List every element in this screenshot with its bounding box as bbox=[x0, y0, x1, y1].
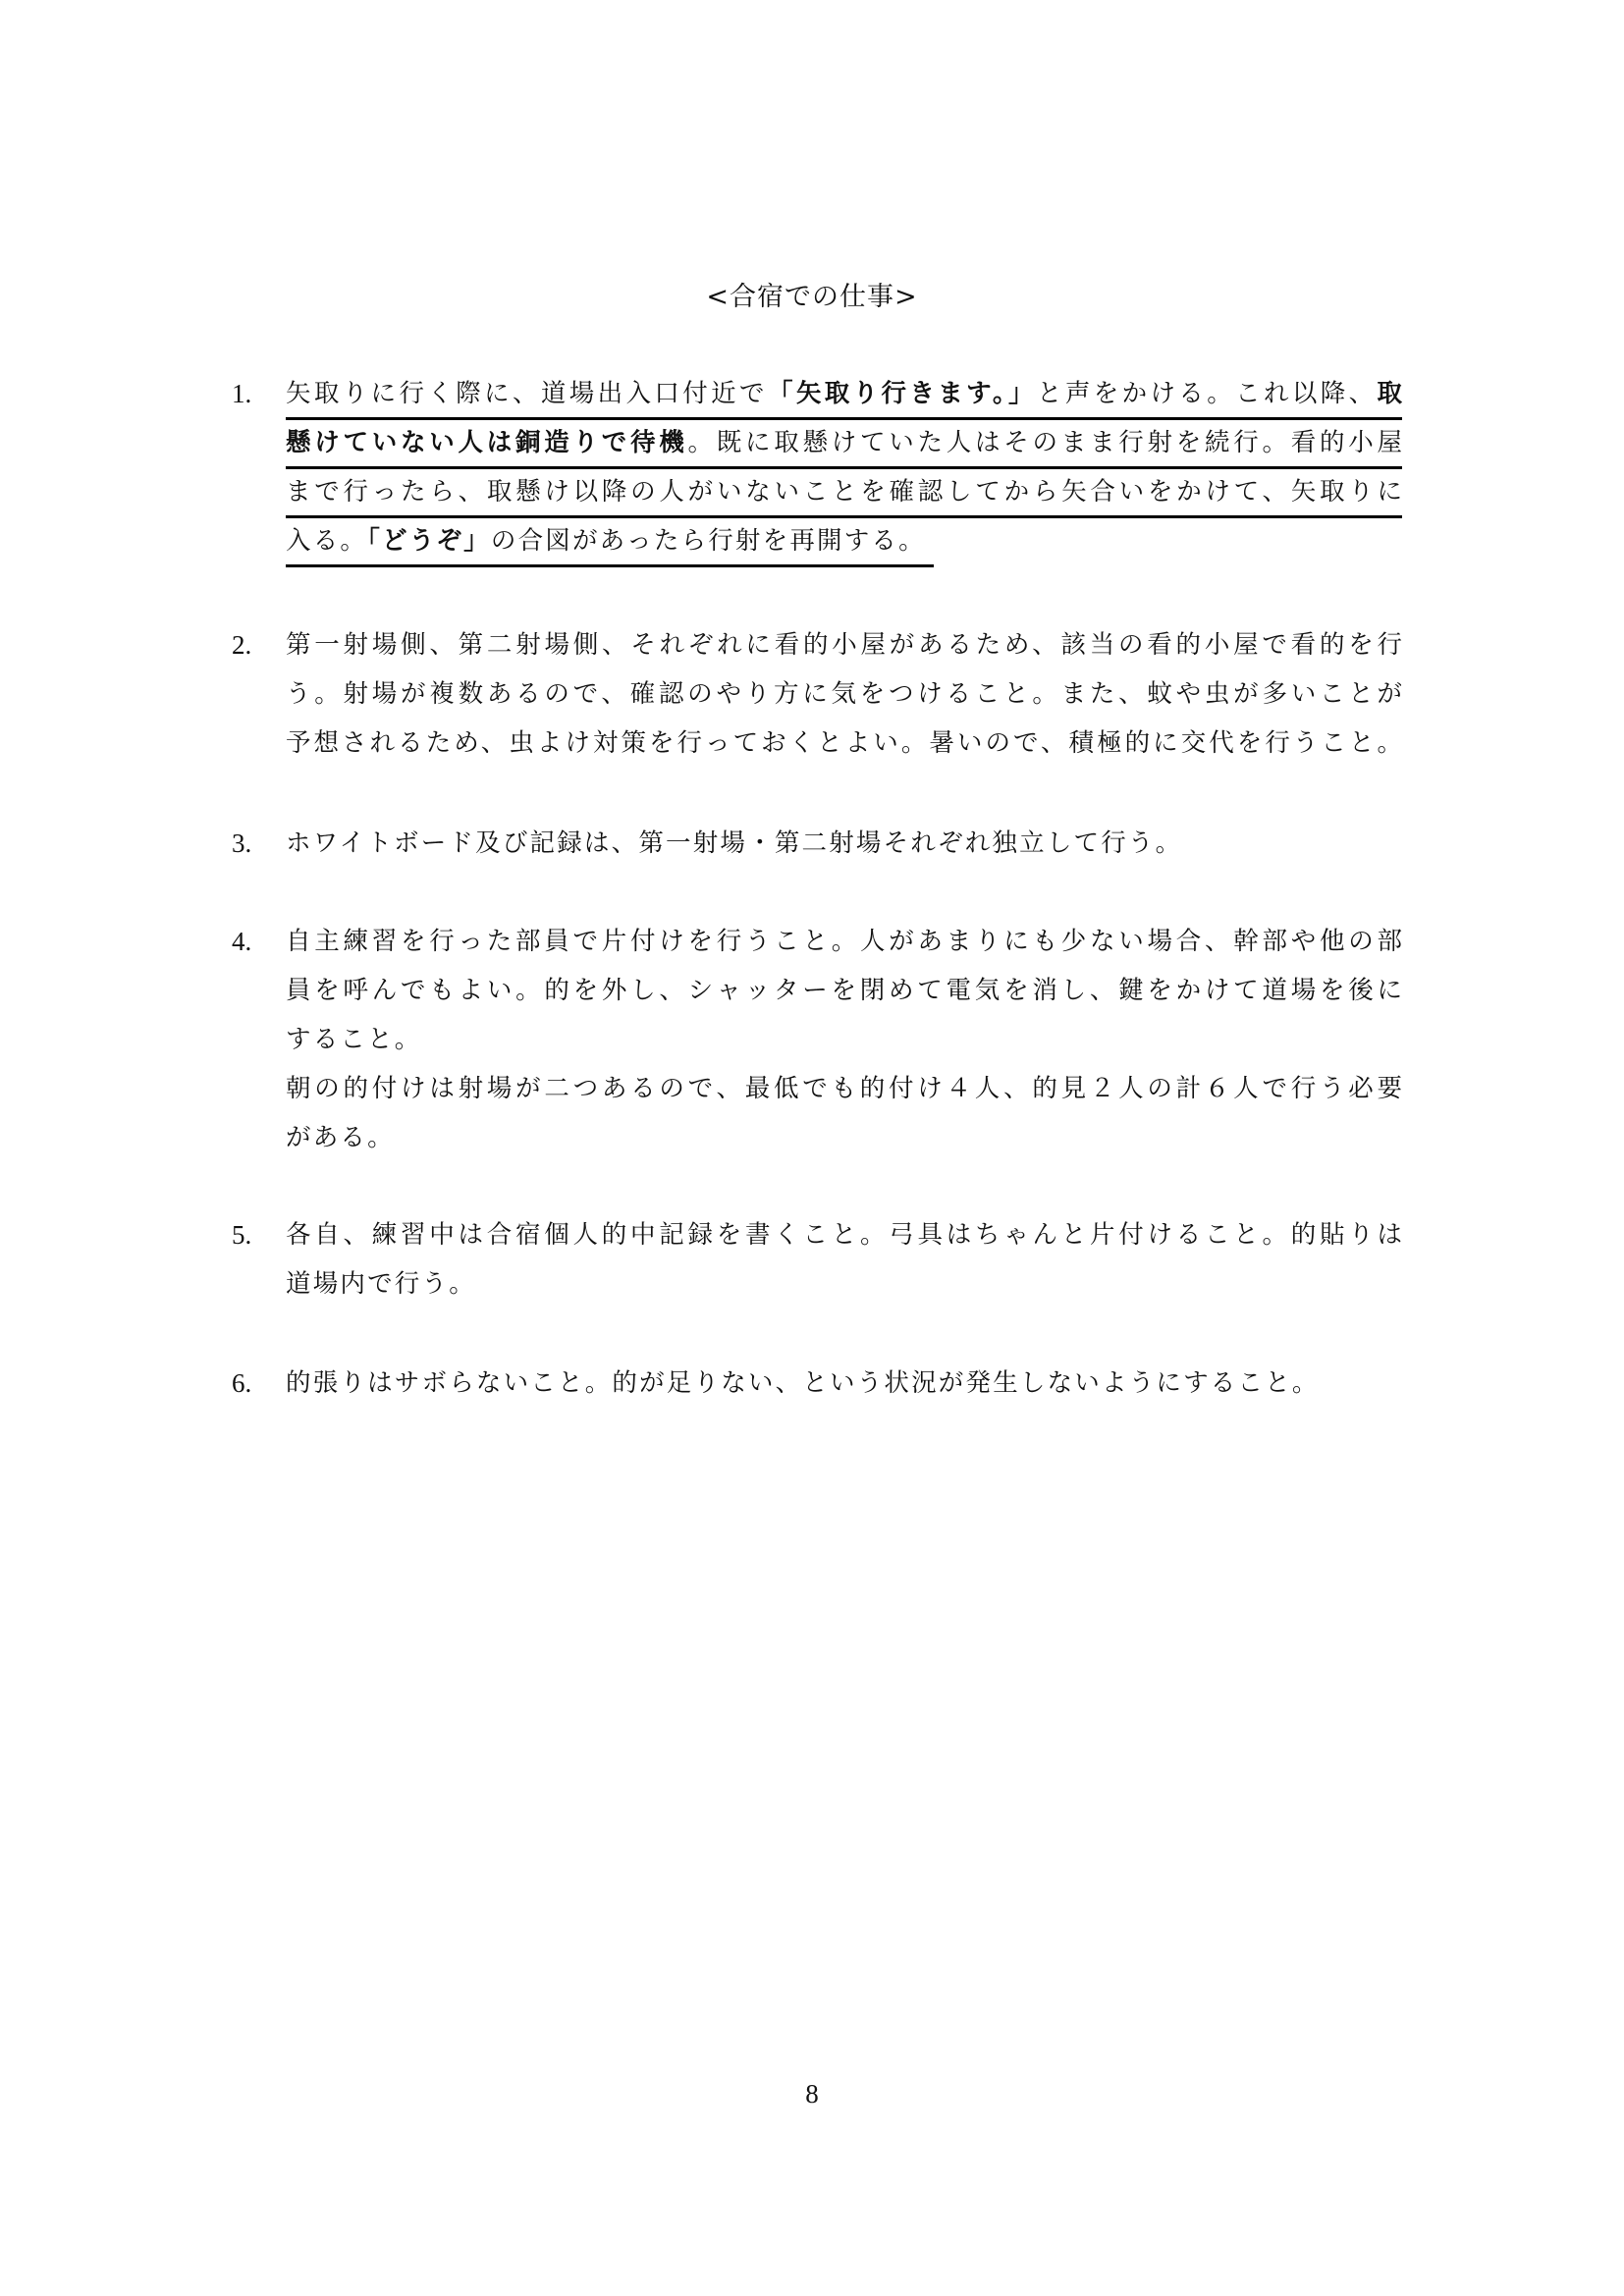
item-body bbox=[286, 917, 1402, 1162]
item-number: 5. bbox=[232, 1220, 252, 1250]
item-line bbox=[286, 469, 1402, 518]
item-line: 員を呼んでもよい。的を外し、シャッターを閉めて電気を消し、鍵をかけて道場を後に bbox=[286, 976, 1402, 1005]
item-line bbox=[286, 420, 1402, 469]
item-body bbox=[286, 1359, 1402, 1408]
item-line: 道場内で行う。 bbox=[286, 1269, 476, 1299]
item-number: 1. bbox=[232, 379, 252, 408]
item-line: ホワイトボード及び記録は、第一射場・第二射場それぞれ独立して行う。 bbox=[286, 828, 1183, 858]
bold-text-run: 「どうぞ」 bbox=[367, 526, 491, 556]
text-run: 矢取りに行く際に、道場出入口付近で bbox=[286, 379, 768, 408]
item-line: う。射場が複数あるので、確認のやり方に気をつけること。また、蚊や虫が多いことが bbox=[286, 679, 1402, 709]
item-body bbox=[286, 1210, 1402, 1308]
bold-text-run: 「矢取り行きます。」 bbox=[767, 379, 1037, 408]
item-body bbox=[286, 371, 1402, 567]
item-line bbox=[286, 371, 1402, 420]
bold-text-run: 懸けていない人は銅造りで待機 bbox=[286, 428, 688, 457]
text-run: と声をかける。これ以降、 bbox=[1036, 379, 1378, 408]
item-number: 4. bbox=[232, 927, 252, 956]
text-run: まで行ったら、取懸け以降の人がいないことを確認してから矢合いをかけて、矢取りに bbox=[286, 477, 1402, 507]
item-line: 各自、練習中は合宿個人的中記録を書くこと。弓具はちゃんと片付けること。的貼りは bbox=[286, 1220, 1402, 1250]
bold-text-run: 取 bbox=[1377, 379, 1402, 408]
item-line: 予想されるため、虫よけ対策を行っておくとよい。暑いので、積極的に交代を行うこと。 bbox=[286, 728, 1402, 758]
page-title: <合宿での仕事> bbox=[706, 282, 918, 312]
item-line: がある。 bbox=[286, 1123, 395, 1152]
text-run: の合図があったら行射を再開する。 bbox=[490, 526, 926, 556]
item-line bbox=[286, 518, 934, 567]
item-line: 自主練習を行った部員で片付けを行うこと。人があまりにも少ない場合、幹部や他の部 bbox=[286, 927, 1402, 956]
item-body bbox=[286, 620, 1402, 768]
item-line: 第一射場側、第二射場側、それぞれに看的小屋があるため、該当の看的小屋で看的を行 bbox=[286, 630, 1402, 660]
item-number: 6. bbox=[232, 1368, 252, 1398]
page-number: 8 bbox=[805, 2079, 819, 2109]
item-line: 的張りはサボらないこと。的が足りない、という状況が発生しないようにすること。 bbox=[286, 1368, 1320, 1398]
item-number: 2. bbox=[232, 630, 252, 660]
text-run: 。既に取懸けていた人はそのまま行射を続行。看的小屋 bbox=[687, 428, 1402, 457]
text-run: 入る。 bbox=[286, 526, 368, 556]
item-line: 朝の的付けは射場が二つあるので、最低でも的付け４人、的見２人の計６人で行う必要 bbox=[286, 1074, 1402, 1103]
item-line: すること。 bbox=[286, 1025, 422, 1054]
item-body bbox=[286, 819, 1402, 868]
item-number: 3. bbox=[232, 828, 252, 858]
